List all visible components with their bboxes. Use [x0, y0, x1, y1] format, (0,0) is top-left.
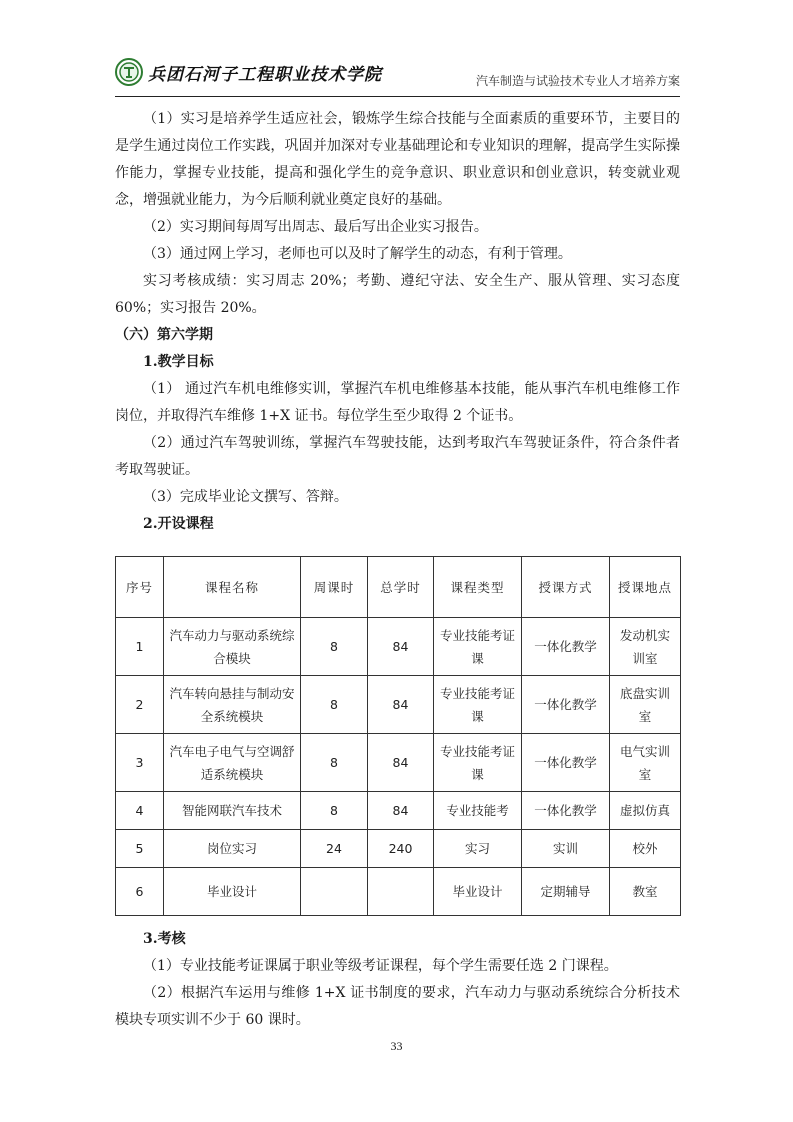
course-table: [115, 556, 681, 916]
school-logo-icon: [115, 58, 143, 86]
goal-item-1: （1） 通过汽车机电维修实训，掌握汽车机电维修基本技能，能从事汽车机电维修工作岗位，并取得汽车维修 1+X 证书。每位学生至少取得 2 个证书。: [115, 381, 680, 424]
table-cell: 汽车电子电气与空调舒适系统模块: [164, 734, 301, 792]
column-header: 课程名称: [164, 557, 301, 618]
table-row: [116, 868, 681, 916]
table-cell: 实习: [434, 830, 522, 868]
table-cell: 定期辅导: [522, 868, 610, 916]
table-cell: 校外: [610, 830, 681, 868]
table-cell: 84: [368, 676, 434, 734]
table-cell: 汽车转向悬挂与制动安全系统模块: [164, 676, 301, 734]
subheading-assessment: 3.考核: [143, 931, 186, 947]
table-cell: 8: [301, 734, 368, 792]
table-cell: 虚拟仿真: [610, 792, 681, 830]
document-title: 汽车制造与试验技术专业人才培养方案: [475, 74, 680, 88]
table-cell: 24: [301, 830, 368, 868]
table-cell: 一体化教学: [522, 792, 610, 830]
table-cell: 4: [116, 792, 164, 830]
column-header: 总学时: [368, 557, 434, 618]
table-cell: 84: [368, 792, 434, 830]
school-name: 兵团石河子工程职业技术学院: [148, 65, 382, 85]
table-cell: 电气实训室: [610, 734, 681, 792]
table-cell: 毕业设计: [164, 868, 301, 916]
table-cell: 5: [116, 830, 164, 868]
table-cell: [368, 868, 434, 916]
table-cell: 专业技能考证课: [434, 734, 522, 792]
page-header: [115, 56, 680, 100]
table-cell: 专业技能考证课: [434, 618, 522, 676]
table-cell: 8: [301, 618, 368, 676]
paragraph-internship-purpose: （1）实习是培养学生适应社会，锻炼学生综合技能与全面素质的重要环节，主要目的是学生通过岗位工作实践，巩固并加深对专业基础理论和专业知识的理解，提高学生实际操作能力，掌握专业技能，提高和强化学生的竞争意识、职业意识和创业意识，转变就业观念，增强就业能力，为今后顺利就业奠定良好的基础。: [115, 111, 680, 208]
table-cell: 一体化教学: [522, 734, 610, 792]
table-row: [116, 734, 681, 792]
subheading-courses: 2.开设课程: [143, 516, 214, 532]
table-cell: 毕业设计: [434, 868, 522, 916]
table-cell: 一体化教学: [522, 618, 610, 676]
page-body: [115, 106, 680, 538]
table-cell: 8: [301, 676, 368, 734]
table-cell: 智能网联汽车技术: [164, 792, 301, 830]
column-header: 序号: [116, 557, 164, 618]
table-row: [116, 618, 681, 676]
page-number: 33: [390, 1039, 403, 1053]
section-heading-sixth-semester: （六）第六学期: [115, 327, 213, 343]
table-row: [116, 792, 681, 830]
table-cell: 发动机实训室: [610, 618, 681, 676]
table-cell: 2: [116, 676, 164, 734]
subheading-teaching-goals: 1.教学目标: [143, 354, 214, 370]
assessment-section: [115, 926, 680, 1034]
column-header: 授课方式: [522, 557, 610, 618]
table-cell: 岗位实习: [164, 830, 301, 868]
header-divider: [115, 96, 680, 97]
assessment-item-1: （1）专业技能考证课属于职业等级考证课程，每个学生需要任选 2 门课程。: [143, 958, 618, 974]
goal-item-3: （3）完成毕业论文撰写、答辩。: [143, 489, 348, 505]
table-cell: 84: [368, 734, 434, 792]
table-cell: 8: [301, 792, 368, 830]
table-cell: 实训: [522, 830, 610, 868]
table-cell: 专业技能考证课: [434, 676, 522, 734]
table-cell: 一体化教学: [522, 676, 610, 734]
table-cell: 6: [116, 868, 164, 916]
table-cell: 1: [116, 618, 164, 676]
table-row: [116, 830, 681, 868]
table-cell: 专业技能考: [434, 792, 522, 830]
table-cell: 3: [116, 734, 164, 792]
goal-item-2: （2）通过汽车驾驶训练，掌握汽车驾驶技能，达到考取汽车驾驶证条件，符合条件者考取驾驶证。: [115, 435, 680, 478]
table-cell: 汽车动力与驱动系统综合模块: [164, 618, 301, 676]
paragraph-assessment-weights: 实习考核成绩：实习周志 20%；考勤、遵纪守法、安全生产、服从管理、实习态度 60%；实习报告 20%。: [115, 273, 680, 316]
paragraph-weekly-log: （2）实习期间每周写出周志、最后写出企业实习报告。: [143, 219, 488, 235]
paragraph-online-learning: （3）通过网上学习，老师也可以及时了解学生的动态，有利于管理。: [143, 246, 572, 262]
table-cell: 240: [368, 830, 434, 868]
column-header: 周课时: [301, 557, 368, 618]
table-cell: 教室: [610, 868, 681, 916]
column-header: 授课地点: [610, 557, 681, 618]
table-row: [116, 676, 681, 734]
table-cell: [301, 868, 368, 916]
column-header: 课程类型: [434, 557, 522, 618]
table-header-row: [116, 557, 681, 618]
table-cell: 84: [368, 618, 434, 676]
assessment-item-2: （2）根据汽车运用与维修 1+X 证书制度的要求，汽车动力与驱动系统综合分析技术模块专项实训不少于 60 课时。: [115, 985, 680, 1028]
table-cell: 底盘实训室: [610, 676, 681, 734]
